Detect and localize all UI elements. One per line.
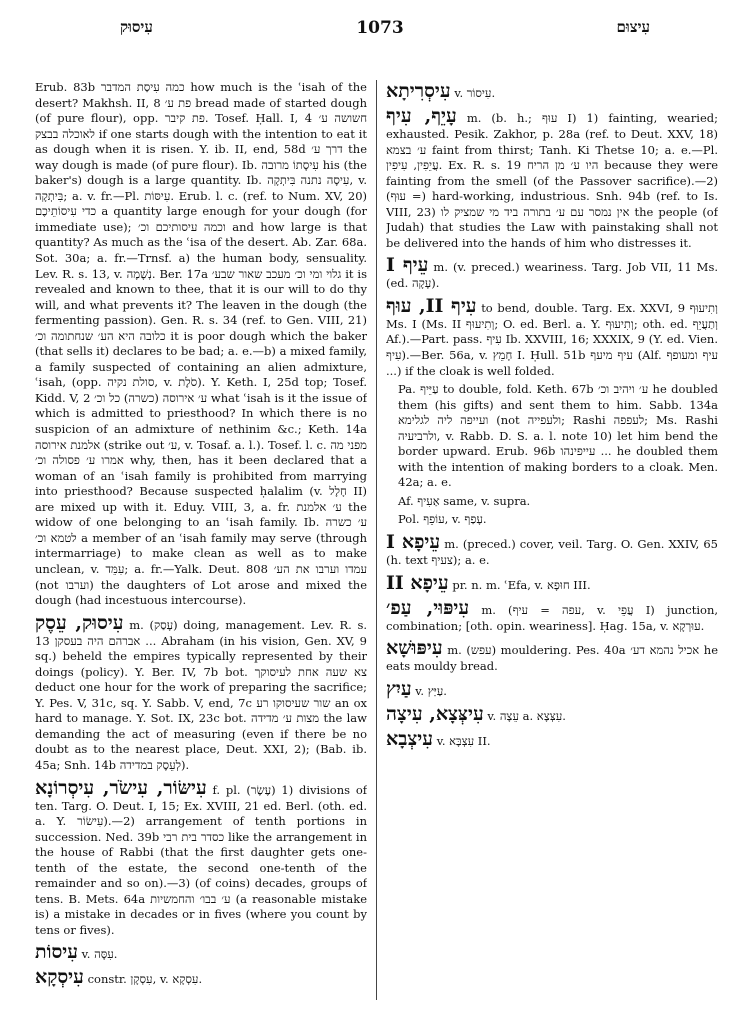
entry-text: m. (עפש) mouldering. Pes. 40a אכיל נהמא דע׳ he eats mouldy bread. (386, 643, 718, 674)
entry-text: Erub. 83b כמה עִיסַת המדבר how much is the ʿisah of the desert? Makhsh. II, 8 פת ע׳ bread made of started dough (of pure flour), opp. פת קיבר. Tosef. Ḥall. I, 4 חשושה ע׳ לאוכלה בבצק if one starts dough with the intention to eat it as dough when it is risen. Y. ib. II, end, 58d דרך ע׳ the way dough is made (of pure flour). Ib. עִיסָתוֹ מרובה his (the baker's) dough is a large quantity. Ib. עִיסָה נתנה בִּיתְקָה, v. בִּיתְקָה; a. v. fr.—Pl. עִיסּוֹת. Erub. l. c. (ref. to Num. XV, 20) כדי עִיסוֹתֵיכֶם a quantity large enough for your dough (for immediate use); וכמה עיסותיכם וכ׳ and how large is that quantity? As much as the ʿisa of the desert. Ab. Zar. 68a. Sot. 30a; a. fr.—Trnsf. a) the human body, sensuality. Lev. R. s. 13, v. נְשָׁמָה. Ber. 17a גלוי ומי וכ׳ מעכב שאור שבע׳ it is revealed and known to thee, that it is our will to do thy will, and what prevents it? The leaven in the dough (the fermenting passion). Gen. R. s. 34 (ref. to Gen. VIII, 21) כלובה היא הע׳ שנחתומה וכ׳ it is poor dough which the baker (that sells it) declares to be bad; a. e.—b) a mixed family, a family suspected of containing an alien admixture, ʿisah, (opp. סולת נקיה, v. סֹלֶת). Y. Keth. I, 25d top; Tosef. Kidd. V, 2 ע׳ אירוסה (כשרה) כל וכ׳ what ʿisah is it the issue of which is admitted to priesthood? In which there is no suspicion of an admixture of nethinim &c.; Keth. 14a אלמנת אירוסה (strike out ע׳, v. Tosaf. a. l.). Tosef. l. c. מפני מה אמרו ע׳ פסולה וכ׳ why, then, has it been declared that a woman of an ʿisah family is prohibited from marrying into priesthood? Because suspected ḥalalim (v. חָלָל II) are mixed up with it. Eduy. VIII, 3, a. fr. ע׳ אלמנת the widow of one belonging to an ʿisah family. Ib. ע׳ כשרה לטמא וכ׳ a member of an ʿisah family may serve (through intermarriage) to make clean as well as to make unclean, v. עִמֵּד; a. fr.—Yalk. Deut. 808 עמדו וערבו את הע׳ (not וערבו) the daughters of Lot arose and mixed the dough (had incestuous intercourse). (35, 80, 367, 608)
entry-text: m. (preced.) cover, veil. Targ. O. Gen. XXIV, 65 (h. text צעיף); a. e. (386, 537, 718, 568)
entry-headword: עֵיפָא II (386, 571, 449, 594)
sense-text: Pol. עוֹפֵף, v. עָפַף. (398, 512, 487, 527)
right-column (386, 80, 718, 1010)
entry-headword: עִיסוּק, עֵסֶק (35, 611, 124, 634)
entry (386, 80, 718, 102)
entry-text: m. (v. preced.) weariness. Targ. Job VII, 11 Ms. (ed. עָקָה). (386, 260, 718, 291)
entry-headword: עָיֵף, עִיף (386, 105, 457, 127)
entry (386, 597, 718, 635)
entry-headword: עַיִץ (386, 677, 412, 700)
entry-headword: עִיפּוּשָׁא (386, 637, 443, 660)
entry-text: v. עֵצָה a. עִצְּצָא. (487, 708, 566, 723)
left-column (35, 80, 367, 1010)
entry-text: constr. עִסְקָן, v. עִסְקָא. (87, 972, 203, 987)
entry-sense (386, 512, 718, 528)
entry (386, 703, 718, 725)
sense-text: Pa. עַיֵּיף to double, fold. Keth. 67b ע׳ ויהיב וכ׳ he doubled them (his gifts) and sent them to him. Sabb. 134a ועייפה ליה לגלימא (not ולעפייה; Rashi לעפפה; Ms. Rashi ולרביעיה, v. Rabb. D. S. a. l. note 10) let him bend the border upward. Erub. 96b עייפינהו ... he doubled them with the intention of making borders to a cloak. Men. 42a; a. e. (398, 382, 718, 490)
entry-headword: עִיף II, עוּף (386, 294, 477, 317)
page-number: 1073 (356, 18, 404, 38)
entry-headword: עִיצְבָא (386, 727, 434, 750)
entry-headword: עִיסְקָא (35, 966, 84, 989)
entry (35, 612, 367, 774)
entry (386, 637, 718, 675)
entry-text: m. (עפה = עיף, v. עֲפֵי I) junction, combination; [oth. opin. weariness]. Ḥag. 15a, v. עוּרְקָא. (386, 602, 718, 633)
entry-text: pr. n. m. ʿEfa, v. חוּפָא III. (452, 577, 591, 592)
guide-word-left: עִיסוּק (120, 18, 153, 36)
running-header (40, 18, 720, 44)
entry (386, 295, 718, 379)
entry-text: v. עִצְבָּא II. (436, 733, 491, 748)
entry (35, 777, 367, 939)
entry-sense (386, 494, 718, 510)
entry-headword: עִיפּוּי, עַפ׳ (386, 596, 470, 619)
entry (386, 728, 718, 750)
entry (386, 254, 718, 292)
entry-text: to bend, double. Targ. Ex. XXVI, 9 וְתִיעוּף Ms. I (Ms. II וְתִיעוּף; O. ed. Berl. a. Y. וְתִיעוּף; oth. ed. וְתַעֲיֵף Af.).—Part. pass. עִיף Ib. XXVIII, 16; XXXIX, 9 (Y. ed. Vien. עִיף).—Ber. 56a, v. חָמֵץ I. Ḥull. 51b עיף מיעף (Alf. עיף ומעופף ...) if the cloak is well folded. (386, 300, 718, 378)
entry-headword: עִישּׂוֹר, עִישֹׂר, עִיסְרוֹנָא (35, 776, 207, 799)
entry (386, 105, 718, 251)
entry-headword: עִיסְרִיתָא (386, 80, 451, 102)
entry-text: f. pl. (עֶשֶׂר) 1) divisions of ten. Targ. O. Deut. I, 15; Ex. XVIII, 21 ed. Berl. (oth. ed. a. Y. עִישׂוֹר).—2) arrangement of tenth portions in succession. Ned. 39b כסדר בית רבי like the arrangement in the house of Rabbi (that the first daughter gets one-tenth of the estate, the second one-tenth of the remainder and so on).—3) (of coins) decades, groups of tens. B. Mets. 64a ע׳ בבו׳ והחמשיות (a reasonable mistake is) a mistake in decades or in fives (where you count by tens or fives). (35, 782, 367, 937)
entry-sense (386, 382, 718, 491)
entry-headword: עֵיפָא I (386, 531, 441, 554)
column-divider (376, 80, 377, 1000)
entry (35, 966, 367, 988)
entry (386, 572, 718, 594)
guide-word-right: עִיצוּם (616, 18, 650, 36)
entry-text: v. עִסָּה. (81, 947, 118, 962)
sense-text: Af. אַעִיף same, v. supra. (398, 493, 531, 508)
entry-headword: עֵיף I (386, 254, 429, 277)
entry-headword: עִיצְּצָא, עִיצָה (386, 702, 484, 725)
entry-text: m. (עָסַק) doing, management. Lev. R. s. 13 אברהם היה בעסקן ... Abraham (in his vision, Gen. XV, 9 sq.) beheld the empires typically represented by their doings (policy). Y. Ber. IV, 7b bot. צא שעה אחת לעיסוקך deduct one hour for the work of preparing the sacrifice; Y. Pes. V, 31c, sq. Y. Sabb. V, end, 7c שור שעיסוקו רע an ox hard to manage. Y. Sot. IX, 23c bot. מצות ע׳ מדידה the law demanding the act of measuring (even if there be no doubt as to the nearest place, Deut. XXI, 2); (Bab. ib. 45a; Snh. 14b לְעֵסֶק במדידה). (35, 617, 367, 772)
entry-continuation (35, 80, 367, 609)
entry-headword: עִיסוֹת (35, 941, 78, 964)
entry-text: v. עַיַּץ. (415, 683, 447, 698)
entry (386, 531, 718, 569)
entry-text: m. (b. h.; עוּף I) 1) fainting, wearied; exhausted. Pesik. Zakhor, p. 28a (ref. to Deut. XXV, 18) ע׳ בצמא faint from thirst; Tanh. Ki Thetse 10; a. e.—Pl. עֲיֵפִין, עִיפִין. Ex. R. s. 19 היו ע׳ מן הריח because they were fainting from the smell (of the Passover sacrifice).—2) (עוּף =) hard-working, industrious. Snh. 94b (ref. to Is. VIII, 23) אין נמסר עם ע׳ בתורה ביד מי שמציק לו the people (of Judah) that studies the Law with painstaking shall not be delivered into the hands of him who distresses it. (386, 111, 718, 250)
entry (386, 678, 718, 700)
entry-text: v. עִיסוֹר. (454, 86, 496, 100)
entry (35, 941, 367, 963)
